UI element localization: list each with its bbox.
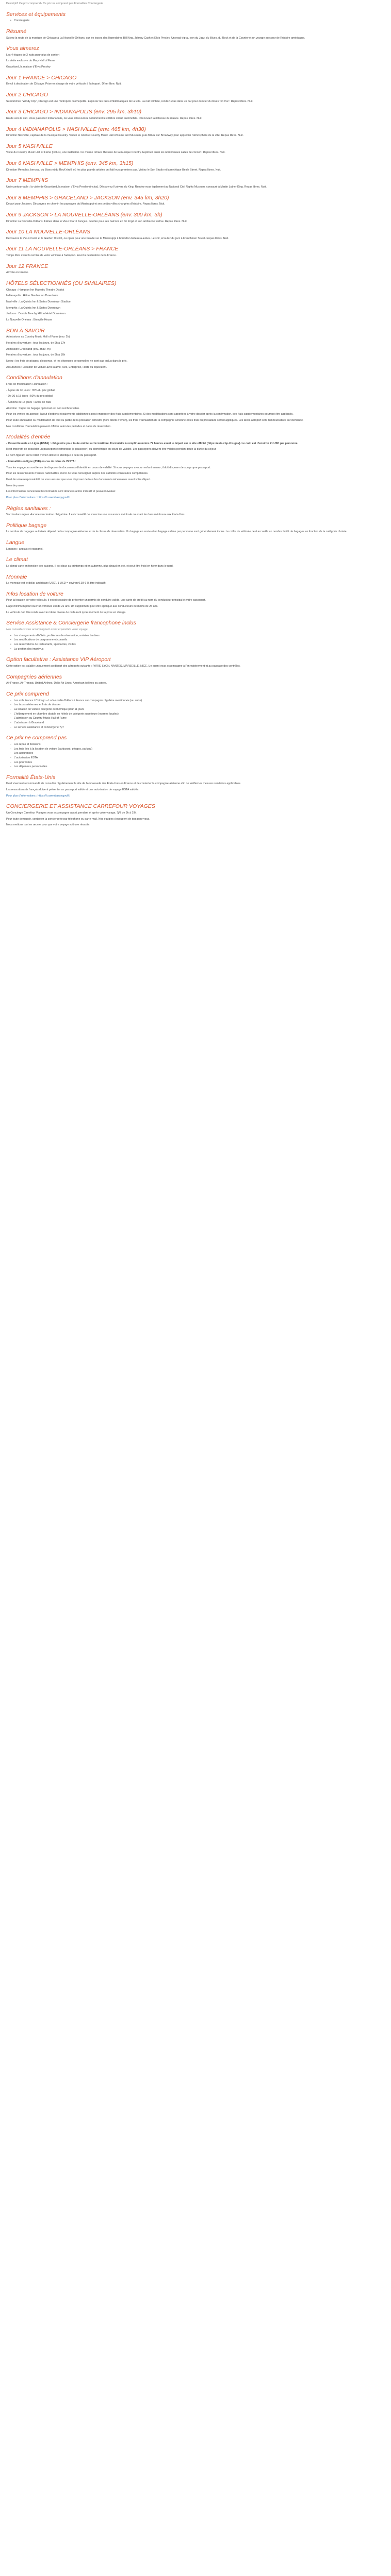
list-item: Jackson : Double Tree by Hilton Hotel Downtown xyxy=(6,312,66,316)
location-para: Le véhicule doit être rendu avec le même niveau de carburant qu'au moment de la prise en charge. xyxy=(6,611,126,614)
day-title: Jour 5 NASHVILLE xyxy=(6,143,53,149)
list-item: - L'admission à Graceland xyxy=(10,721,385,725)
list-item: - Les repas et boissons xyxy=(10,743,385,747)
modalites-para: Il est impératif de posséder un passeport électronique (e-passeport) ou biométrique en cours de validité. Les passeports doivent être valides pendant toute la durée du séjour. xyxy=(6,448,217,451)
day-text: Direction La Nouvelle-Orléans. Flânez dans le Vieux Carré français, célèbre pour ses balcons en fer forgé et son ambiance festive. Repas libres. Nuit. xyxy=(6,219,188,223)
day-title: Jour 3 CHICAGO > INDIANAPOLIS (env. 295 km, 3h10) xyxy=(6,109,142,115)
day-text: Un incontournable : la visite de Graceland, la maison d'Elvis Presley (inclus). Découvrez l'univers du King. Rendez-vous également au National Civil Rights Museum, consacré à Martin Luther King. Repas libres. Nuit. xyxy=(6,185,267,189)
modalites-para: Il est de votre responsabilité de vous assurer que vous disposez de tous les documents nécessaires avant votre départ. xyxy=(6,478,151,481)
modalites-title: Modalités d'entrée xyxy=(6,434,51,440)
list-item: Memphis : La Quinta Inn & Suites Downtown xyxy=(6,306,61,310)
climat-title: Le climat xyxy=(6,556,28,563)
modalites-link[interactable]: Pour plus d'informations : https://fr.usembassy.gov/fr/ xyxy=(6,496,70,499)
day-text: Temps libre avant la remise de votre véhicule à l'aéroport. Envol à destination de la France. xyxy=(6,254,117,258)
companies-title: Compagnies aériennes xyxy=(6,673,62,680)
day-title: Jour 2 CHICAGO xyxy=(6,92,48,98)
includes-title: Ce prix comprend xyxy=(6,690,49,697)
day-text: Visite du Country Music Hall of Fame (inclus), une institution. Ce musée retrace l'histoire de la musique Country. Explorez aussi les nombreuses salles de concert. Repas libres. Nuit. xyxy=(6,151,225,155)
breadcrumb: Descriptif: Ce prix comprend / Ce prix ne comprend pas Formalités Conciergerie xyxy=(6,2,104,5)
location-para: L'âge minimum pour louer un véhicule est de 21 ans. Un supplément peut être appliqué aux conducteurs de moins de 25 ans. xyxy=(6,605,158,608)
bon-savoir-line: Notez : les frais de péages, d'essence, et les dépenses personnelles ne sont pas inclus dans le prix. xyxy=(6,359,127,363)
regles-text: Vaccinations à jour. Aucune vaccination obligatoire. Il est conseillé de souscrire une assurance médicale couvrant les frais médicaux aux États-Unis. xyxy=(6,513,186,517)
regles-title: Règles sanitaires : xyxy=(6,505,51,512)
modalites-para: Tous les voyageurs sont tenus de disposer de documents d'identité en cours de validité. Si vous voyagez avec un enfant mineur, il doit disposer de son propre passeport. xyxy=(6,466,211,469)
list-item: - Les frais liés à la location de voiture (carburant, péages, parking) xyxy=(10,748,385,752)
day-text: Direction Nashville, capitale de la musique Country. Visitez le célèbre Country Music Hall of Fame and Museum, puis flânez sur Broadway pour apprécier l'atmosphère de la ville. Repas libres. Nuit. xyxy=(6,134,244,138)
excludes-list xyxy=(10,743,385,769)
conditions-para: Attention : l'ajout de bagage optionnel est non remboursable. xyxy=(6,406,80,410)
day-text: Envol à destination de Chicago. Prise en charge de votre véhicule à l'aéroport. Dîner libre. Nuit. xyxy=(6,82,122,86)
conciergerie-para: Nous mettons tout en œuvre pour que votre voyage soit une réussite. xyxy=(6,823,90,827)
resume-title: Résumé xyxy=(6,28,27,35)
location-title: Infos location de voiture xyxy=(6,590,63,597)
list-item: - Les vols France / Chicago – La Nouvelle-Orléans / France sur compagnie régulière mentionnée (ou autre) xyxy=(10,699,385,703)
conditions-para: Pour les ventes en agence, l'ajout d'options et paiements additionnels peut engendrer des frais supplémentaires. Si des modifications sont apportées à votre dossier après la confirmation, des frais supplémentaires pourront être appliqués. xyxy=(6,413,294,416)
conditions-para: Pour toute annulation ou modification de tout ou partie de la prestation terrestre (hors billets d'avion), les frais d'annulation de la compagnie aérienne et les frais du prestataire seront appliqués. Les taxes aéroport sont remboursables sur demande. xyxy=(6,418,304,422)
bon-savoir-title: BON À SAVOIR xyxy=(6,327,45,334)
formalites-para: Il est vivement recommandé de consulter régulièrement le site de l'ambassade des États-Unis en France et de contacter la compagnie aérienne afin de vérifier les mesures sanitaires applicables. xyxy=(6,782,241,786)
location-para: Pour la location de votre véhicule, il est nécessaire de présenter un permis de conduire valide, une carte de crédit au nom du conducteur principal et votre passeport. xyxy=(6,599,206,602)
day-text: Arrivée en France. xyxy=(6,271,29,275)
bon-savoir-line: Horaires d'ouverture : tous les jours, de 9h à 17h xyxy=(6,341,66,345)
concierge-service-subtitle: Nos conseillers vous accompagnent avant et pendant votre voyage. xyxy=(6,628,89,632)
bon-savoir-line: Admission Graceland (env. 3h30-4h) xyxy=(6,347,51,351)
langue-text: Langues : anglais et espagnol. xyxy=(6,547,43,551)
climat-text: Le climat varie en fonction des saisons. Il est doux au printemps et en automne, plus chaud en été, et peut être froid en hiver dans le nord. xyxy=(6,564,174,568)
langue-title: Langue xyxy=(6,539,25,546)
hotels-list xyxy=(6,289,385,323)
list-item: • Les réservations de restaurants, spectacles, visites xyxy=(10,643,385,647)
list-item: Indianapolis : Hilton Garden Inn Downtown xyxy=(6,294,58,298)
modalites-para: - Ressortissants en Ligne (ESTA) : obligatoire pour toute entrée sur le territoire. Formulaire à remplir au moins 72 heures avant le départ sur le site officiel (https://esta.cbp.dhs.gov). Le coût est d'environ 21 USD par personne. xyxy=(6,442,298,445)
modalites-para: Pour les ressortissants d'autres nationalités, merci de vous renseigner auprès des autorités consulaires compétentes. xyxy=(6,472,149,476)
list-item: Chicago : Hampton Inn Majestic Theatre District xyxy=(6,288,64,292)
conciergerie-title: CONCIERGERIE ET ASSISTANCE CARREFOUR VOYAGES xyxy=(6,803,155,810)
list-item: - Les pourboires xyxy=(10,761,385,765)
formalites-para: Les ressortissants français doivent présenter un passeport valide et une autorisation de voyage ESTA validée. xyxy=(6,788,139,792)
modalites-para: Le nom figurant sur le billet d'avion doit être identique à celui du passeport. xyxy=(6,454,97,457)
day-text: Direction Memphis, berceau du Blues et du Rock'n'roll, où les plus grands artistes ont fait leurs premiers pas. Visitez le Sun Studio et la mythique Beale Street. Repas libres. Nuit. xyxy=(6,168,221,172)
page xyxy=(0,0,391,840)
optional-text: Cette option est valable uniquement au départ des aéroports suivants : PARIS, LYON, NANTES, MARSEILLE, NICE. Un agent vous accompagne à l'enregistrement et au passage des contrôles. xyxy=(6,665,241,668)
optional-title: Option facultative : Assistance VIP Aéroport xyxy=(6,656,111,663)
day-title: Jour 9 JACKSON > LA NOUVELLE-ORLÉANS (env. 300 km, 3h) xyxy=(6,211,162,218)
includes-list xyxy=(10,699,385,730)
list-item: - Les dépenses personnelles xyxy=(10,765,385,769)
day-title: Jour 6 NASHVILLE > MEMPHIS (env. 345 km, 3h15) xyxy=(6,160,134,167)
day-title: Jour 1 FRANCE > CHICAGO xyxy=(6,74,77,81)
bon-savoir-line: Admissions au Country Music Hall of Fame (env. 2h) xyxy=(6,335,70,339)
conditions-para: - À moins de 15 jours : 100% de frais xyxy=(6,400,51,404)
conditions-para: - De 30 à 15 jours : 50% du prix global xyxy=(6,395,53,398)
bagage-title: Politique bagage xyxy=(6,522,47,529)
day-title: Jour 7 MEMPHIS xyxy=(6,177,48,184)
day-text: Surnommée "Windy City", Chicago est une métropole cosmopolite. Explorez les rues emblématiques de la ville. La nuit tombée, rendez-vous dans un bar pour écouter du blues "en live". Repas libres. Nuit. xyxy=(6,99,253,103)
list-item: - Les taxes aériennes et frais de dossier xyxy=(10,703,385,707)
list-item: - L'autorisation ESTA xyxy=(10,756,385,760)
conciergerie-para: Pour toute demande, contactez la conciergerie par téléphone ou par e-mail. Nos équipes s'occupent de tout pour vous. xyxy=(6,817,150,821)
monnaie-title: Monnaie xyxy=(6,573,27,580)
list-item: • Les modifications de programme et conseils xyxy=(10,638,385,642)
bon-savoir-line: Assurances : Location de voiture avec Alamo, Avis, Enterprise, Hertz ou équivalent. xyxy=(6,365,107,369)
modalites-para: Les informations concernant les formalités sont données à titre indicatif et peuvent évoluer. xyxy=(6,490,116,494)
day-text: Départ pour Jackson. Découvrez en chemin les paysages du Mississippi et ses petites villes chargées d'histoire. Repas libres. Nuit. xyxy=(6,202,165,206)
list-item: Nashville : La Quinta Inn & Suites Downtown Stadium xyxy=(6,300,72,303)
list-item: - La location de voiture catégorie économique pour 11 jours xyxy=(10,708,385,712)
day-title: Jour 4 INDIANAPOLIS > NASHVILLE (env. 465 km, 4h30) xyxy=(6,126,146,132)
list-item: La Nouvelle-Orléans : Bienville House xyxy=(6,318,53,321)
day-title: Jour 11 LA NOUVELLE-ORLÉANS > FRANCE xyxy=(6,246,119,252)
list-item: - L'admission au Country Music Hall of Fame xyxy=(10,717,385,721)
day-text: Découvrez le Vieux Carré et le Garden District, ou optez pour une balade sur le Mississippi à bord d'un bateau à aubes. Le soir, écoutez du jazz à Frenchmen Street. Repas libres. Nuit. xyxy=(6,236,229,240)
services-list xyxy=(10,19,385,23)
services-title: Services et équipements xyxy=(6,11,66,18)
list-item: - L'hébergement en chambre double en hôtels de catégorie supérieure (normes locales) xyxy=(10,713,385,717)
list-item: - Le service assistance et conciergerie 7j/7 xyxy=(10,726,385,730)
excludes-title: Ce prix ne comprend pas xyxy=(6,735,67,741)
list-item: • Conciergerie xyxy=(10,19,385,23)
list-item: • Les changements d'hôtels, problèmes de réservation, arrivées tardives xyxy=(10,634,385,638)
companies-text: Air France, Air Transat, United Airlines, Delta Air Lines, American Airlines ou autres. xyxy=(6,682,107,685)
day-title: Jour 12 FRANCE xyxy=(6,263,48,269)
list-item: - Les assurances xyxy=(10,752,385,756)
conditions-para: - À plus de 30 jours : 35% du prix global xyxy=(6,388,55,392)
bagage-text: Le nombre de bagages autorisés dépend de la compagnie aérienne et de la classe de réservation. Un bagage en soute et un bagage cabine par personne sont généralement inclus. Le coffre du véhicule peut accueillir un nombre limité de bagages en fonction de la catégorie choisie. xyxy=(6,530,347,534)
aimerez-title: Vous aimerez xyxy=(6,45,39,52)
resume-text: Suivez la route de la musique de Chicago à La Nouvelle-Orléans, sur les traces des légendaires Bill King, Johnny Cash et Elvis Presley. Un road trip au son du Jazz, du Blues, du Rock et de la Country et un voyage au cœur de l'histoire américaine. xyxy=(6,36,305,40)
conditions-para: Frais de modification / annulation : xyxy=(6,382,48,386)
hotels-title: HÔTELS SÉLECTIONNÉS (OU SIMILAIRES) xyxy=(6,280,117,286)
concierge-service-title: Service Assistance & Conciergerie francophone inclus xyxy=(6,620,136,626)
bon-savoir-line: Horaires d'ouverture : tous les jours, de 9h à 16h xyxy=(6,353,66,357)
formalites-title: Formalité États-Unis xyxy=(6,774,56,781)
conditions-para: Nos conditions d'annulation peuvent différer selon les périodes et dates de réservation. xyxy=(6,425,111,428)
day-title: Jour 10 LA NOUVELLE-ORLÉANS xyxy=(6,229,91,235)
list-item: La visite exclusive du Mary Hall of Fame xyxy=(6,59,55,63)
list-item: • La gestion des imprévus xyxy=(10,648,385,652)
day-text: Route vers le sud. Vous passerez Indianapolis, où vous découvrirez notamment le célèbre circuit automobile. Découvrez la richesse du musée. Repas libres. Nuit. xyxy=(6,116,203,120)
day-title: Jour 8 MEMPHIS > GRACELAND > JACKSON (env. 345 km, 3h20) xyxy=(6,194,169,201)
conditions-title: Conditions d'annulation xyxy=(6,375,62,381)
formalites-link[interactable]: Pour plus d'informations : https://fr.usembassy.gov/fr/ xyxy=(6,794,70,798)
list-item: Graceland, la maison d'Elvis Presley xyxy=(6,65,51,69)
concierge-service-list xyxy=(10,634,385,652)
conciergerie-para: Un Concierge Carrefour Voyages vous accompagne avant, pendant et après votre voyage, 7j/7 de 9h à 19h. xyxy=(6,811,137,815)
list-item: Les 4 étapes de 2 nuits pour plus de confort xyxy=(6,53,60,57)
modalites-para: - Formalités en ligne (AVE) en cas de refus de l'ESTA : xyxy=(6,460,76,463)
modalites-para: Nom de passe : xyxy=(6,484,26,487)
monnaie-text: La monnaie est le dollar américain (USD). 1 USD = environ 0,93 € (à titre indicatif). xyxy=(6,582,107,585)
